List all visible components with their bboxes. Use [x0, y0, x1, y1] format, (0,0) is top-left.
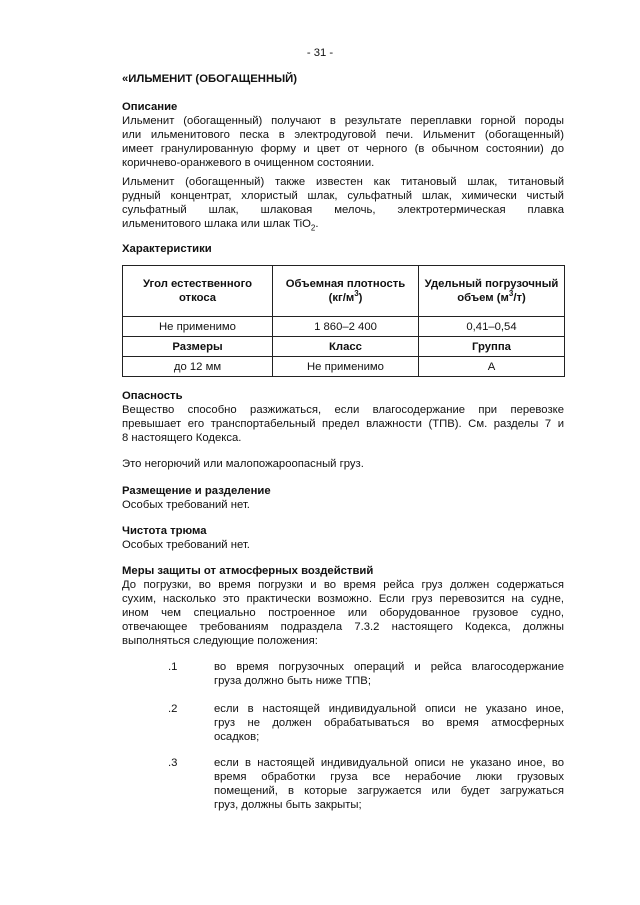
text-line: сухим, насколько это практически возможно. Если груз перевозится на судне, [122, 593, 564, 605]
characteristics-heading: Характеристики [122, 243, 212, 255]
hazard-paragraph-1 [122, 403, 564, 445]
characteristics-table [122, 265, 565, 377]
table-cell: 1 860–2 400 [273, 317, 419, 337]
subheader-cell-group: Группа [419, 337, 565, 357]
hazard-heading: Опасность [122, 390, 183, 402]
text-line: осадков; [214, 731, 260, 743]
text-line: рудный концентрат, хлористый шлак, сульфатный шлак, химически чистый [122, 190, 564, 202]
text-line: До погрузки, во время погрузки и во время рейса груз должен содержаться [122, 579, 564, 591]
text-fragment: Удельный погрузочный объем (м [424, 278, 559, 304]
stowage-text: Особых требований нет. [122, 499, 250, 511]
text-fragment: . [315, 218, 319, 230]
list-item-number: .1 [168, 661, 178, 673]
weather-precautions-heading: Меры защиты от атмосферных воздействий [122, 565, 374, 577]
header-cell-angle: Угол естественного откоса [123, 266, 273, 317]
subscript: 2 [310, 223, 316, 233]
table-header-row [123, 266, 565, 317]
text-line: ином чем специально построенное или оборудованное грузовое судно, [122, 607, 564, 619]
text-line: выполняться следующие положения: [122, 635, 318, 647]
list-item-text [214, 756, 564, 812]
subheader-cell-class: Класс [273, 337, 419, 357]
text-line: отвечающее требованиям подраздела 7.3.2 настоящего Кодекса, должны [122, 621, 564, 633]
text-line: коричнево-оранжевого в очищенном состоянии. [122, 157, 375, 169]
text-line: груза должно быть ниже ТПВ; [214, 675, 371, 687]
text-fragment: ) [358, 292, 363, 304]
text-line: груз, должны быть закрыты; [214, 799, 362, 811]
table-row [123, 357, 565, 377]
description-paragraph-1 [122, 114, 564, 170]
table-cell: A [419, 357, 565, 377]
text-line: помещений, в которые загружается или будет загружаться [214, 785, 564, 797]
text-line: если в настоящей индивидуальной описи не указано иное, [214, 703, 564, 715]
list-item-number: .3 [168, 757, 178, 769]
text-fragment: /т) [513, 292, 526, 304]
text-fragment: Объемная плотность (кг/м [285, 278, 406, 304]
table-cell: Не применимо [123, 317, 273, 337]
text-line: сульфатный шлак, шлаковая мелочь, электротермическая плавка [122, 204, 564, 216]
table-row [123, 317, 565, 337]
text-line: превышает его транспортабельный предел влажности (ТПВ). См. разделы 7 и [122, 418, 564, 430]
list-item-text [214, 702, 564, 744]
text-line: груз не должен обрабатываться во время атмосферных [214, 717, 564, 729]
text-line: во время погрузочных операций и рейса влагосодержание [214, 661, 564, 673]
text-line [122, 217, 564, 231]
table-cell: Не применимо [273, 357, 419, 377]
text-fragment: ильменитового шлака или шлак TiO [122, 218, 311, 230]
hold-cleanliness-heading: Чистота трюма [122, 525, 207, 537]
superscript: 3 [508, 289, 514, 299]
header-cell-stowage-factor [419, 266, 565, 317]
table-cell: до 12 мм [123, 357, 273, 377]
text-line: или ильменитового песка в электродуговой печи. Ильменит (обогащенный) [122, 129, 564, 141]
weather-precautions-paragraph [122, 578, 564, 648]
superscript: 3 [354, 289, 359, 299]
page-number: - 31 - [306, 47, 334, 59]
description-heading: Описание [122, 101, 178, 113]
text-line: Вещество способно разжижаться, если влагосодержание при перевозке [122, 404, 564, 416]
text-line: 8 настоящего Кодекса. [122, 432, 242, 444]
text-line: Ильменит (обогащенный) также известен как титановый шлак, титановый [122, 176, 564, 188]
header-cell-density [273, 266, 419, 317]
document-title: «ИЛЬМЕНИТ (ОБОГАЩЕННЫЙ) [122, 73, 298, 85]
text-line: если в настоящей индивидуальной описи не указано иное, во [214, 757, 564, 769]
text-line: имеет гранулированную форму и цвет от черного (в обычном состоянии) до [122, 143, 564, 155]
hazard-paragraph-2: Это негорючий или малопожароопасный груз. [122, 458, 364, 470]
table-subheader-row [123, 337, 565, 357]
description-paragraph-2 [122, 175, 564, 231]
table-cell: 0,41–0,54 [419, 317, 565, 337]
list-item-number: .2 [168, 703, 178, 715]
subheader-cell-size: Размеры [123, 337, 273, 357]
text-line: Ильменит (обогащенный) получают в результате переплавки горной породы [122, 115, 564, 127]
text-line: время обработки груза все нерабочие люки грузовых [214, 771, 564, 783]
list-item-text [214, 660, 564, 688]
hold-cleanliness-text: Особых требований нет. [122, 539, 250, 551]
stowage-heading: Размещение и разделение [122, 485, 271, 497]
